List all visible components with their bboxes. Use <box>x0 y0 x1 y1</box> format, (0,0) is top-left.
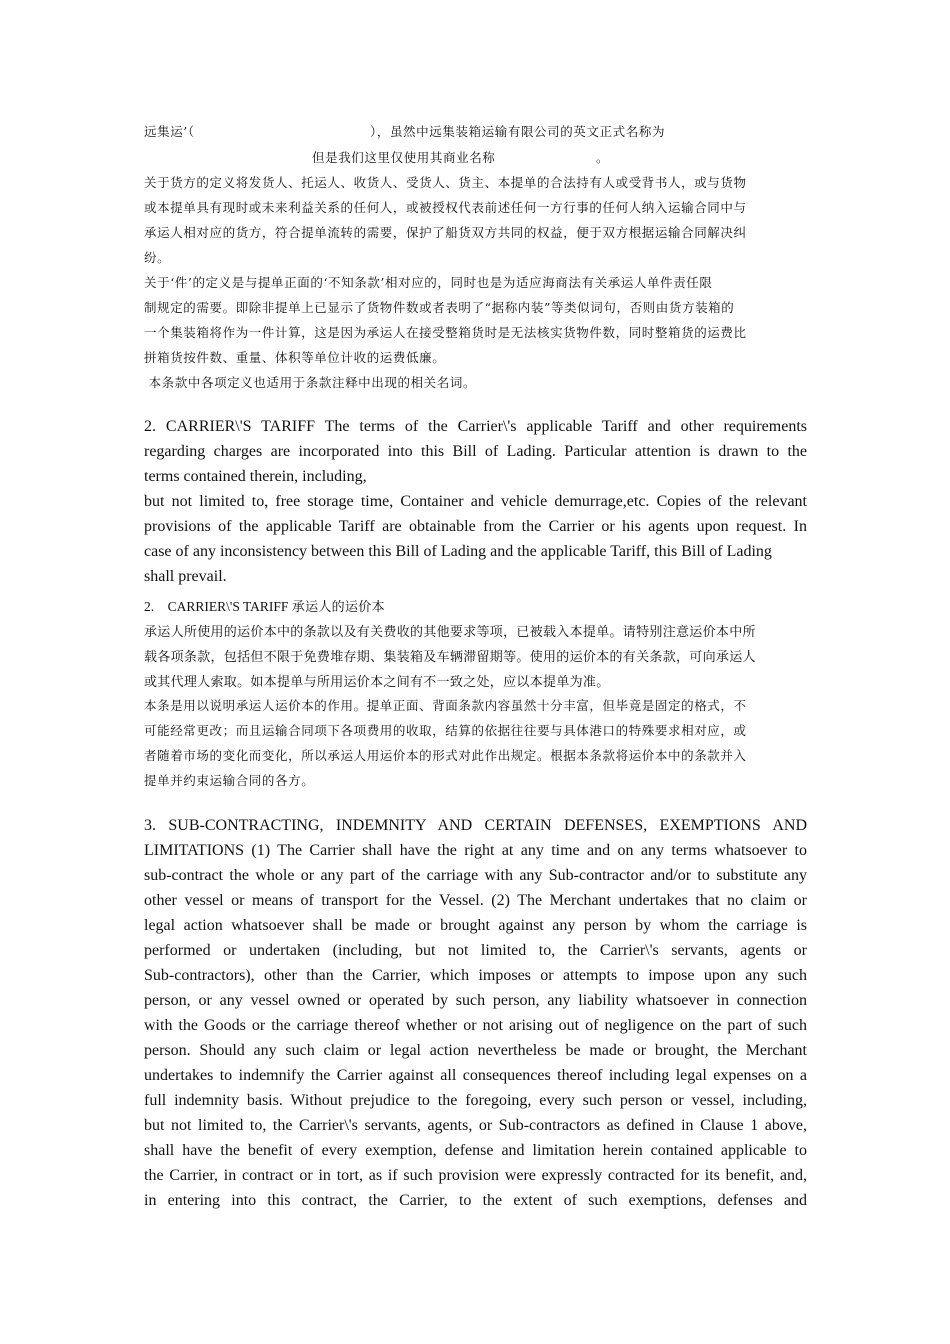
text-line: 但是我们这里仅使用其商业名称 <box>312 150 496 165</box>
text-line: 承运人所使用的运价本中的条款以及有关费收的其他要求等项，已被载入本提单。请特别注意运价本中所 <box>144 625 756 640</box>
text-line: 载各项条款，包括但不限于免费堆存期、集装箱及车辆滞留期等。使用的运价本的有关条款，可向承运人 <box>144 650 756 665</box>
text-line: but not limited to, the Carrier\'s servants, agents, or Sub-contractors as defined in Clause 1 above, <box>144 1117 807 1134</box>
text-line: 可能经常更改；而且运输合同项下各项费用的收取，结算的依据往往要与具体港口的特殊要求相对应，或 <box>144 723 747 738</box>
text-line: case of any inconsistency between this Bill of Lading and the applicable Tariff, this Bill of Lading <box>144 543 772 560</box>
text-line: ），虽然中远集装箱运输有限公司的英文正式名称为 <box>370 124 666 139</box>
text-line: performed or undertaken (including, but not limited to, the Carrier\'s servants, agents or <box>144 942 807 959</box>
text-line: LIMITATIONS (1) The Carrier shall have the right at any time and on any terms whatsoever to <box>144 842 807 859</box>
text-line: in entering into this contract, the Carrier, to the extent of such exemptions, defenses and <box>144 1192 807 1209</box>
text-line: the Carrier, in contract or in tort, as if such provision were expressly contracted for its benefit, and, <box>144 1167 807 1184</box>
text-line: sub-contract the whole or any part of the carriage with any Sub-contractor and/or to substitute any <box>144 867 807 884</box>
text-line: other vessel or means of transport for the Vessel. (2) The Merchant undertakes that no claim or <box>144 892 807 909</box>
text-line: 提单并约束运输合同的各方。 <box>144 773 315 788</box>
text-line: 者随着市场的变化而变化，所以承运人用运价本的形式对此作出规定。根据本条款将运价本中的条款并入 <box>144 748 747 763</box>
text-line: 3. SUB-CONTRACTING, INDEMNITY AND CERTAIN DEFENSES, EXEMPTIONS AND <box>144 817 807 834</box>
text-line: 拼箱货按件数、重量、体积等单位计收的运费低廉。 <box>144 350 446 365</box>
text-line: 关于‘件’的定义是与提单正面的‘不知条款’相对应的，同时也是为适应海商法有关承运人单件责任限 <box>144 275 713 290</box>
text-line: 。 <box>596 150 610 165</box>
text-line: with the Goods or the carriage thereof whether or not arising out of negligence on the part of such <box>144 1017 807 1034</box>
text-line: regarding charges are incorporated into this Bill of Lading. Particular attention is drawn to the <box>144 443 807 460</box>
text-line: 2. CARRIER\'S TARIFF The terms of the Carrier\'s applicable Tariff and other requirements <box>144 418 807 435</box>
text-line: terms contained therein, including, <box>144 468 367 485</box>
text-line: 一个集装箱将作为一件计算，这是因为承运人在接受整箱货时是无法核实货物件数，同时整箱货的运费比 <box>144 325 747 340</box>
text-line: 纷。 <box>144 250 171 265</box>
text-line: 或本提单具有现时或未来利益关系的任何人，或被授权代表前述任何一方行事的任何人纳入运输合同中与 <box>144 200 747 215</box>
text-line: shall prevail. <box>144 568 227 585</box>
text-line: but not limited to, free storage time, Container and vehicle demurrage,etc. Copies of the relevant <box>144 493 807 510</box>
text-line: legal action whatsoever shall be made or brought against any person by whom the carriage is <box>144 917 807 934</box>
text-line: 或其代理人索取。如本提单与所用运价本之间有不一致之处，应以本提单为准。 <box>144 675 610 690</box>
text-line: person. Should any such claim or legal action nevertheless be made or brought, the Merchant <box>144 1042 807 1059</box>
clause-heading: 2. CARRIER\'S TARIFF 承运人的运价本 <box>144 599 385 615</box>
text-line: shall have the benefit of every exemption, defense and limitation herein contained applicable to <box>144 1142 807 1159</box>
text-line: 关于货方的定义将发货人、托运人、收货人、受货人、货主、本提单的合法持有人或受背书人，或与货物 <box>144 175 747 190</box>
text-line: 本条是用以说明承运人运价本的作用。提单正面、背面条款内容虽然十分丰富，但毕竟是固定的格式，不 <box>144 698 747 713</box>
text-line: 本条款中各项定义也适用于条款注释中出现的相关名词。 <box>144 375 477 390</box>
text-line: person, or any vessel owned or operated by such person, any liability whatsoever in connection <box>144 992 807 1009</box>
text-line: provisions of the applicable Tariff are obtainable from the Carrier or his agents upon request. In <box>144 518 807 535</box>
text-line: 承运人相对应的货方，符合提单流转的需要，保护了船货双方共同的权益，便于双方根据运输合同解决纠 <box>144 225 747 240</box>
text-line: undertakes to indemnify the Carrier against all consequences thereof including legal expenses on a <box>144 1067 807 1084</box>
text-line: 制规定的需要。即除非提单上已显示了货物件数或者表明了“据称内装”等类似词句，否则由货方装箱的 <box>144 300 735 315</box>
text-line: full indemnity basis. Without prejudice to the foregoing, every such person or vessel, including, <box>144 1092 807 1109</box>
text-line: Sub-contractors), other than the Carrier, which imposes or attempts to impose upon any such <box>144 967 807 984</box>
text-line: 远集运’（ <box>144 124 195 139</box>
